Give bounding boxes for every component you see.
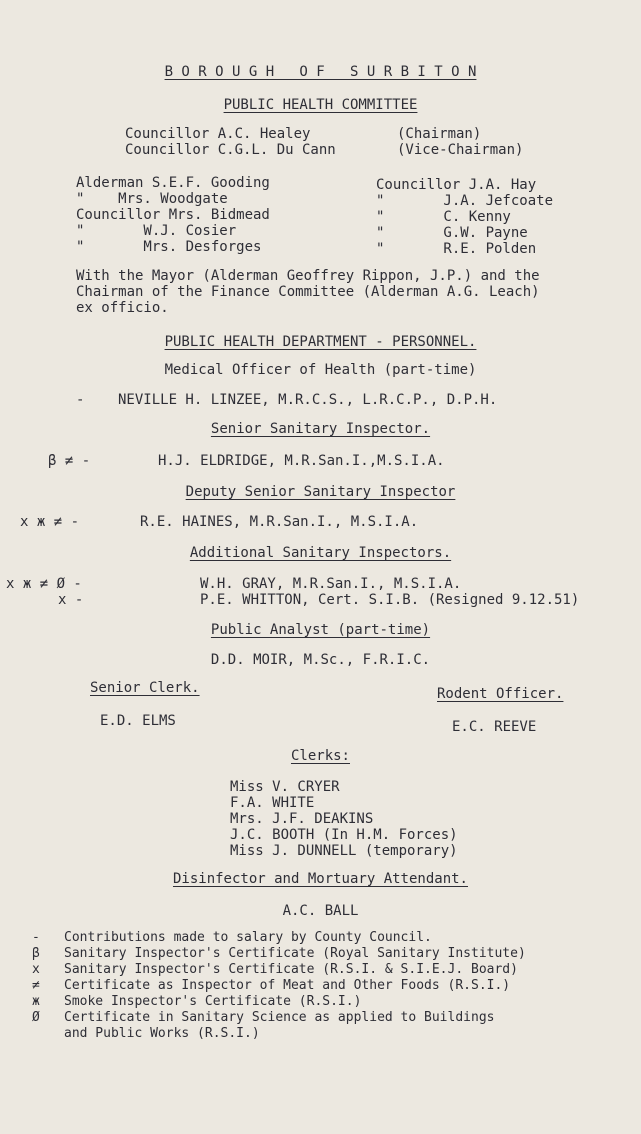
ssi-name: H.J. ELDRIDGE, M.R.San.I.,M.S.I.A. [158,453,445,469]
ex-officio-line: With the Mayor (Alderman Geoffrey Rippon, J.P.) and the [76,268,540,284]
key-text: Smoke Inspector's Certificate (R.S.I.) [64,994,362,1009]
senior-clerk-title: Senior Clerk. [90,680,200,696]
clerk-name: Miss J. DUNNELL (temporary) [230,843,458,859]
ssi-marker: β ≠ - [48,453,91,469]
member-left: Alderman S.E.F. Gooding [76,175,270,191]
asi-marker: x ж ≠ Ø - [6,576,82,592]
moh-title: Medical Officer of Health (part-time) [164,362,477,378]
key-text: Sanitary Inspector's Certificate (R.S.I. & S.I.E.J. Board) [64,962,518,977]
key-text: Contributions made to salary by County Council. [64,930,432,945]
ssi-title: Senior Sanitary Inspector. [210,421,431,437]
clerk-name: J.C. BOOTH (In H.M. Forces) [230,827,458,843]
key-text: Sanitary Inspector's Certificate (Royal Sanitary Institute) [64,946,526,961]
ex-officio-line: ex officio. [76,300,169,316]
rodent-officer-name: E.C. REEVE [452,719,537,735]
asi-title: Additional Sanitary Inspectors. [189,545,452,561]
ex-officio-line: Chairman of the Finance Committee (Alderman A.G. Leach) [76,284,540,300]
vice-chair-name: Councillor C.G.L. Du Cann [125,142,336,158]
member-right: " R.E. Polden [376,241,537,257]
member-left: " Mrs. Woodgate [76,191,228,207]
chair-name: Councillor A.C. Healey [125,126,311,142]
dssi-marker: x ж ≠ - [20,514,80,530]
member-right: Councillor J.A. Hay [376,177,537,193]
member-right: " C. Kenny [376,209,511,225]
borough-heading: B O R O U G H O F S U R B I T O N [164,64,477,80]
vice-chair-role: (Vice-Chairman) [397,142,524,158]
department-heading: PUBLIC HEALTH DEPARTMENT - PERSONNEL. [164,334,477,350]
analyst-name: D.D. MOIR, M.Sc., F.R.I.C. [210,652,431,668]
key-symbol: - [32,930,40,945]
key-symbol: ж [32,994,40,1009]
key-symbol: β [32,946,40,961]
key-symbol: Ø [32,1010,40,1025]
chair-role: (Chairman) [397,126,482,142]
key-symbol: ≠ [32,978,40,993]
key-text: Certificate as Inspector of Meat and Other Foods (R.S.I.) [64,978,511,993]
asi-name: W.H. GRAY, M.R.San.I., M.S.I.A. [200,576,462,592]
clerk-name: F.A. WHITE [230,795,315,811]
key-symbol: x [32,962,40,977]
asi-name: P.E. WHITTON, Cert. S.I.B. (Resigned 9.12.51) [200,592,580,608]
key-text: and Public Works (R.S.I.) [64,1026,260,1041]
clerk-name: Miss V. CRYER [230,779,340,795]
asi-marker: x - [58,592,84,608]
member-left: " W.J. Cosier [76,223,237,239]
member-right: " G.W. Payne [376,225,528,241]
clerk-name: Mrs. J.F. DEAKINS [230,811,374,827]
member-left: " Mrs. Desforges [76,239,262,255]
clerks-title: Clerks: [290,748,350,764]
member-left: Councillor Mrs. Bidmead [76,207,270,223]
moh-name: NEVILLE H. LINZEE, M.R.C.S., L.R.C.P., D.P.H. [118,392,498,408]
disinfector-name: A.C. BALL [282,903,359,919]
dssi-name: R.E. HAINES, M.R.San.I., M.S.I.A. [140,514,419,530]
dssi-title: Deputy Senior Sanitary Inspector [185,484,456,500]
member-right: " J.A. Jefcoate [376,193,554,209]
disinfector-title: Disinfector and Mortuary Attendant. [172,871,468,887]
senior-clerk-name: E.D. ELMS [100,713,176,729]
analyst-title: Public Analyst (part-time) [210,622,431,638]
rodent-officer-title: Rodent Officer. [437,686,564,702]
moh-marker: - [76,392,85,408]
key-text: Certificate in Sanitary Science as applied to Buildings [64,1010,495,1025]
committee-heading: PUBLIC HEALTH COMMITTEE [223,97,418,113]
